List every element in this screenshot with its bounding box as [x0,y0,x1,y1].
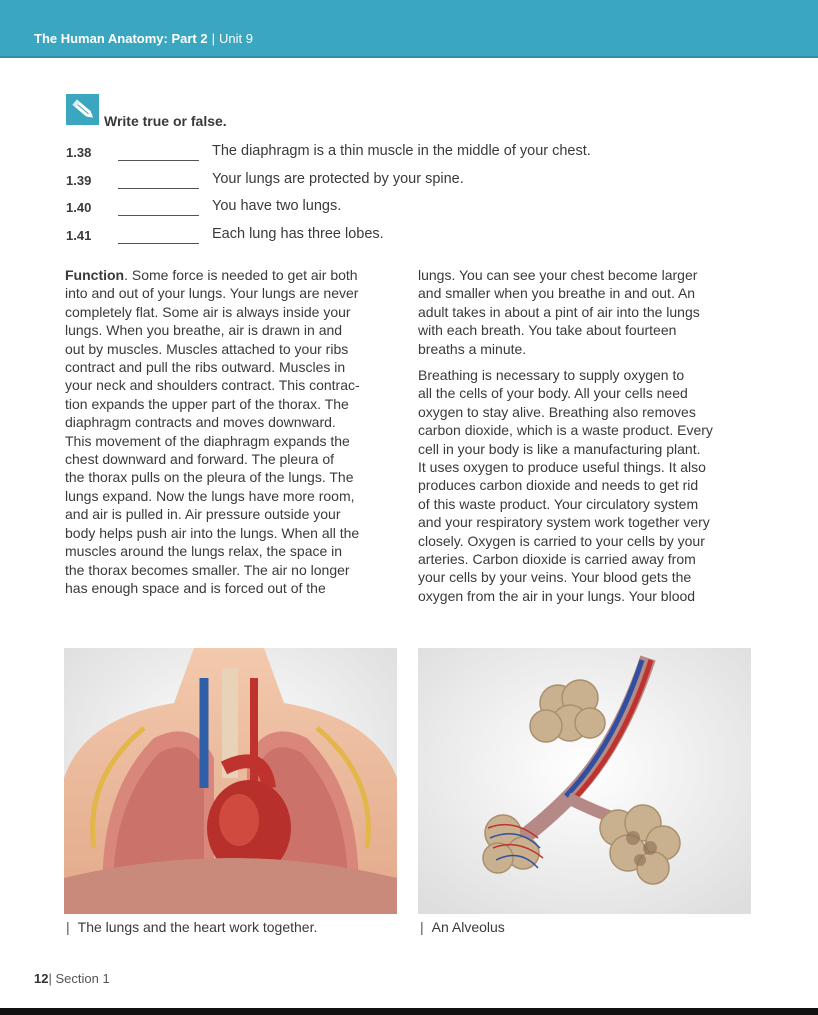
text-fragment: . Some force is needed to get air both [124,267,358,283]
text-line: tion expands the upper part of the thorax. The [65,395,349,412]
text-line: your cells by your veins. Your blood gets the [418,569,692,586]
text-line [65,266,360,284]
header-separator: | [211,31,215,46]
text-line: carbon dioxide, which is a waste product. Every [418,422,713,439]
header-bar [0,0,818,58]
text-line: body helps push air into the lungs. When all the [65,524,360,541]
caption-text: An Alveolus [431,919,505,935]
function-heading: Function [65,267,125,283]
text-line: completely flat. Some air is always inside your [65,303,351,320]
section-label: Section 1 [55,971,110,986]
page-footer [34,971,110,986]
right-column-paragraph-1 [418,266,700,358]
text-line: and air is pulled in. Air pressure outside your [65,506,341,523]
question-text: You have two lungs. [212,198,342,214]
text-line: all the cells of your body. All your cells need [418,385,688,402]
question-text: Each lung has three lobes. [212,226,384,242]
question-row [0,173,818,193]
question-number: 1.41 [66,228,92,243]
exercise-instruction: Write true or false. [104,113,227,129]
text-line: It uses oxygen to produce useful things. It also [418,459,706,476]
text-line: adult takes in about a pint of air into the lungs [418,303,700,320]
text-line: lungs expand. Now the lungs have more room, [65,487,355,504]
question-row [0,228,818,248]
text-line: arteries. Carbon dioxide is carried away from [418,551,696,568]
unit-label: Unit 9 [219,31,253,46]
question-number: 1.40 [66,200,92,215]
question-number: 1.39 [66,173,92,188]
answer-blank[interactable] [118,215,199,216]
question-row [0,145,818,165]
figure-caption [420,919,505,935]
figure-caption [66,919,317,935]
text-line: cell in your body is like a manufacturing plant. [418,440,701,457]
footer-separator: | [48,971,52,986]
text-line: muscles around the lungs relax, the space in [65,543,343,560]
text-line: diaphragm contracts and moves downward. [65,414,336,431]
answer-blank[interactable] [118,160,199,161]
text-line: out by muscles. Muscles attached to your ribs [65,340,349,357]
caption-text: The lungs and the heart work together. [77,919,318,935]
answer-blank[interactable] [118,243,199,244]
text-line: oxygen from the air in your lungs. Your blood [418,587,696,604]
text-line: breaths a minute. [418,340,527,357]
book-title: The Human Anatomy: Part 2 [34,31,208,46]
caption-bar: | [420,919,424,935]
page-number: 12 [34,971,49,986]
question-row [0,200,818,220]
header-title [34,31,253,46]
text-line: and smaller when you breathe in and out. An [418,285,696,302]
lungs-heart-figure [64,648,397,914]
question-text: The diaphragm is a thin muscle in the middle of your chest. [212,143,591,159]
text-line: into and out of your lungs. Your lungs are never [65,285,359,302]
text-line: the thorax pulls on the pleura of the lungs. The [65,469,354,486]
text-line: lungs. When you breathe, air is drawn in and [65,322,343,339]
caption-bar: | [66,919,70,935]
pencil-icon [66,94,99,125]
bottom-rule [0,1008,818,1015]
text-line: has enough space and is forced out of the [65,579,326,596]
answer-blank[interactable] [118,188,199,189]
text-line: closely. Oxygen is carried to your cells by your [418,532,705,549]
text-line: Breathing is necessary to supply oxygen to [418,367,685,383]
text-line: of this waste product. Your circulatory system [418,495,699,512]
right-column-paragraph-2 [418,366,713,605]
text-line: This movement of the diaphragm expands the [65,432,350,449]
text-line: chest downward and forward. The pleura of [65,451,335,468]
alveolus-figure [418,648,751,914]
text-line: oxygen to stay alive. Breathing also removes [418,403,696,420]
left-column-text [65,266,360,597]
text-line: your neck and shoulders contract. This contrac- [65,377,360,394]
text-line: and your respiratory system work together very [418,514,710,531]
text-line: the thorax becomes smaller. The air no longer [65,561,350,578]
question-number: 1.38 [66,145,92,160]
text-line: lungs. You can see your chest become larger [418,267,698,283]
question-text: Your lungs are protected by your spine. [212,171,464,187]
text-line: contract and pull the ribs outward. Muscles in [65,359,346,376]
text-line: produces carbon dioxide and needs to get rid [418,477,699,494]
text-line: with each breath. You take about fourteen [418,322,677,339]
